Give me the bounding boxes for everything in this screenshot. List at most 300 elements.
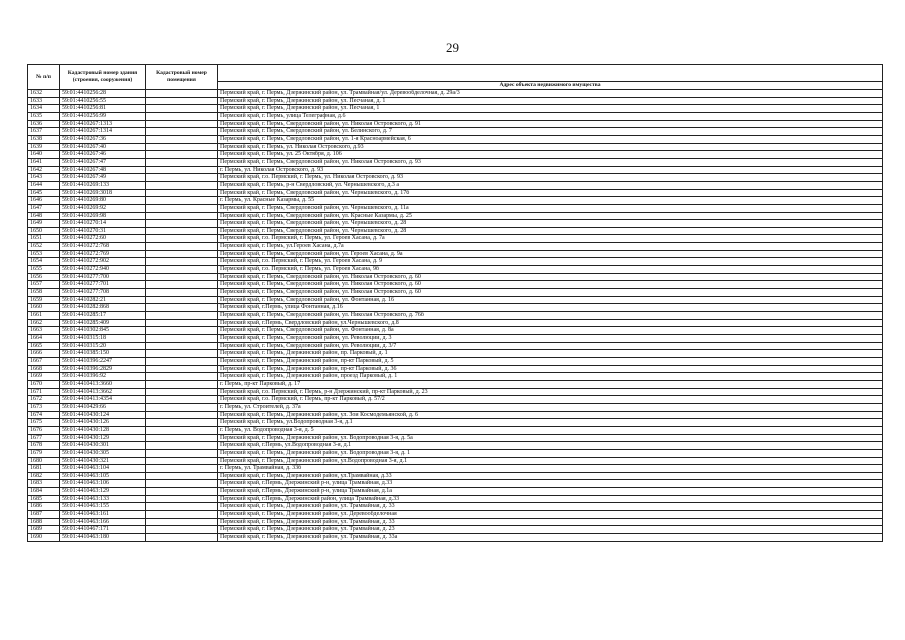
room-cadastral-number	[146, 181, 218, 189]
cadastral-number: 59:01:4410269:3018	[60, 189, 146, 197]
table-row	[28, 472, 883, 480]
property-address: г. Пермь, пр-кт Парковый, д. 17	[218, 380, 883, 388]
table-body	[28, 90, 883, 542]
room-cadastral-number	[146, 518, 218, 526]
room-cadastral-number	[146, 189, 218, 197]
cadastral-number: 59:01:4410267:40	[60, 143, 146, 151]
cadastral-number: 59:01:4410277:701	[60, 281, 146, 289]
property-address: Пермский край, г.о. Пермский, г. Пермь, ул. Героев Хасана, д. 7а	[218, 235, 883, 243]
property-address: г. Пермь, ул. Николая Островского, д. 93	[218, 166, 883, 174]
row-number: 1665	[28, 342, 60, 350]
property-address: Пермский край, г. Пермь, улица Телеграфная, д.6	[218, 112, 883, 120]
room-cadastral-number	[146, 281, 218, 289]
row-number: 1654	[28, 258, 60, 266]
row-number: 1680	[28, 457, 60, 465]
property-address: Пермский край, г. Пермь, Свердловский район, ул. Николая Островского, д. 60	[218, 273, 883, 281]
row-number: 1642	[28, 166, 60, 174]
cadastral-number: 59:01:4410463:129	[60, 488, 146, 496]
room-cadastral-number	[146, 312, 218, 320]
property-address: Пермский край, г. Пермь, ул.Героев Хасана, д.7а	[218, 243, 883, 251]
cadastral-number: 59:01:4410429:66	[60, 403, 146, 411]
cadastral-number: 59:01:4410315:20	[60, 342, 146, 350]
cadastral-number: 59:01:4410269:80	[60, 197, 146, 205]
cadastral-number: 59:01:4410256:28	[60, 90, 146, 98]
row-number: 1660	[28, 304, 60, 312]
cadastral-number: 59:01:4410256:55	[60, 97, 146, 105]
cadastral-number: 59:01:4410282:868	[60, 304, 146, 312]
room-cadastral-number	[146, 403, 218, 411]
row-number: 1686	[28, 503, 60, 511]
cadastral-number: 59:01:4410396:2247	[60, 357, 146, 365]
table-row	[28, 327, 883, 335]
row-number: 1652	[28, 243, 60, 251]
row-number: 1681	[28, 465, 60, 473]
cadastral-number: 59:01:4410430:305	[60, 449, 146, 457]
table-row	[28, 442, 883, 450]
table-row	[28, 403, 883, 411]
table-header	[28, 65, 883, 90]
header-address-spacer	[218, 65, 883, 82]
cadastral-number: 59:01:4410267:47	[60, 158, 146, 166]
cadastral-number: 59:01:4410413:4354	[60, 396, 146, 404]
property-address: Пермский край, г. Пермь, Свердловский район, ул. Чернышевского, д. 11а	[218, 204, 883, 212]
table-row	[28, 465, 883, 473]
cadastral-number: 59:01:4410267:1313	[60, 120, 146, 128]
header-num: № п/п	[28, 65, 60, 90]
room-cadastral-number	[146, 465, 218, 473]
room-cadastral-number	[146, 442, 218, 450]
property-address: Пермский край, г. Пермь, Дзержинский район, ул. Трамвайная, д. 33	[218, 503, 883, 511]
property-address: Пермский край, г. Пермь, Дзержинский район, ул. Трамвайная, д. 33а	[218, 534, 883, 542]
property-address: Пермский край, г. Пермь, Дзержинский район, ул. Трамвайная/ул. Деревообделочная, д. 29а/3	[218, 90, 883, 98]
table-row	[28, 212, 883, 220]
property-address: Пермский край, г.Пермь, Дзержинский р-н, улица Трамвайная, д.1а	[218, 488, 883, 496]
cadastral-number: 59:01:4410267:46	[60, 151, 146, 159]
property-address: Пермский край, г.о. Пермский, г. Пермь, р-н Дзержинский, пр-кт Парковый, д. 23	[218, 388, 883, 396]
table-row	[28, 312, 883, 320]
room-cadastral-number	[146, 266, 218, 274]
room-cadastral-number	[146, 449, 218, 457]
cadastral-number: 59:01:4410272:769	[60, 250, 146, 258]
room-cadastral-number	[146, 495, 218, 503]
property-address: Пермский край, г. Пермь, Свердловский район, ул. Николая Островского, д. 91	[218, 120, 883, 128]
room-cadastral-number	[146, 227, 218, 235]
cadastral-number: 59:01:4410302:845	[60, 327, 146, 335]
cadastral-number: 59:01:4410272:768	[60, 243, 146, 251]
property-address: Пермский край, г. Пермь, Свердловский район, ул. Белинского, д. 7	[218, 128, 883, 136]
table-row	[28, 174, 883, 182]
table-row	[28, 495, 883, 503]
table-row	[28, 373, 883, 381]
table-row	[28, 350, 883, 358]
property-address: Пермский край, г. Пермь, Свердловский район, ул. Красные Казармы, д. 25	[218, 212, 883, 220]
room-cadastral-number	[146, 120, 218, 128]
row-number: 1687	[28, 511, 60, 519]
table-row	[28, 434, 883, 442]
room-cadastral-number	[146, 503, 218, 511]
row-number: 1638	[28, 135, 60, 143]
table-row	[28, 112, 883, 120]
table-row	[28, 120, 883, 128]
property-address: Пермский край, г. Пермь, ул. 25 Октября, д. 106	[218, 151, 883, 159]
table-row	[28, 449, 883, 457]
room-cadastral-number	[146, 289, 218, 297]
room-cadastral-number	[146, 235, 218, 243]
property-address: Пермский край, г.о. Пермский, г. Пермь, ул. Николая Островского, д. 93	[218, 174, 883, 182]
cadastral-number: 59:01:4410430:124	[60, 411, 146, 419]
room-cadastral-number	[146, 204, 218, 212]
property-address: Пермский край, г. Пермь, Свердловский район, ул. Николая Островского, д. 60	[218, 289, 883, 297]
table-row	[28, 158, 883, 166]
room-cadastral-number	[146, 197, 218, 205]
row-number: 1651	[28, 235, 60, 243]
table-row	[28, 143, 883, 151]
header-cadastral-building: Кадастровый номер здания (строения, сооружения)	[60, 65, 146, 90]
row-number: 1684	[28, 488, 60, 496]
room-cadastral-number	[146, 457, 218, 465]
cadastral-number: 59:01:4410269:133	[60, 181, 146, 189]
cadastral-number: 59:01:4410413:3660	[60, 380, 146, 388]
row-number: 1679	[28, 449, 60, 457]
room-cadastral-number	[146, 419, 218, 427]
property-address: Пермский край, г.Пермь, улица Фонтанная, д.16	[218, 304, 883, 312]
room-cadastral-number	[146, 426, 218, 434]
property-address: Пермский край, г. Пермь, Дзержинский район, пр-кт Парковый, д. 36	[218, 365, 883, 373]
room-cadastral-number	[146, 151, 218, 159]
property-address: Пермский край, г.о. Пермский, г. Пермь, ул. Героев Хасана, 9б	[218, 266, 883, 274]
property-registry-table	[27, 64, 883, 542]
property-address: Пермский край, г. Пермь, Дзержинский район, ул.Водопроводная 3-я, д.1	[218, 457, 883, 465]
property-address: Пермский край, г. Пермь, Дзержинский район, ул. Деревообделочная	[218, 511, 883, 519]
row-number: 1667	[28, 357, 60, 365]
cadastral-number: 59:01:4410463:133	[60, 495, 146, 503]
property-address: Пермский край, г. Пермь, Свердловский район, ул. 1-я Красноармейская, 6	[218, 135, 883, 143]
table-row	[28, 97, 883, 105]
cadastral-number: 59:01:4410285:409	[60, 319, 146, 327]
row-number: 1661	[28, 312, 60, 320]
cadastral-number: 59:01:4410272:60	[60, 235, 146, 243]
cadastral-number: 59:01:4410385:150	[60, 350, 146, 358]
property-address: Пермский край, г. Пермь, Дзержинский район, ул. Трамвайная, д. 33	[218, 518, 883, 526]
property-address: Пермский край, г. Пермь, Дзержинский район, пр-кт Парковый, д. 5	[218, 357, 883, 365]
table-row	[28, 151, 883, 159]
room-cadastral-number	[146, 243, 218, 251]
cadastral-number: 59:01:4410269:92	[60, 204, 146, 212]
cadastral-number: 59:01:4410430:321	[60, 457, 146, 465]
table-row	[28, 335, 883, 343]
table-row	[28, 243, 883, 251]
row-number: 1674	[28, 411, 60, 419]
table-row	[28, 304, 883, 312]
cadastral-number: 59:01:4410463:155	[60, 503, 146, 511]
property-address: Пермский край, г. Пермь, Свердловский район, ул. Чернышевского, д. 28	[218, 220, 883, 228]
table-row	[28, 357, 883, 365]
table-row	[28, 480, 883, 488]
cadastral-number: 59:01:4410267:1314	[60, 128, 146, 136]
table-row	[28, 426, 883, 434]
room-cadastral-number	[146, 434, 218, 442]
cadastral-number: 59:01:4410463:104	[60, 465, 146, 473]
table-row	[28, 235, 883, 243]
table-row	[28, 380, 883, 388]
room-cadastral-number	[146, 304, 218, 312]
cadastral-number: 59:01:4410463:161	[60, 511, 146, 519]
room-cadastral-number	[146, 511, 218, 519]
row-number: 1641	[28, 158, 60, 166]
table-row	[28, 90, 883, 98]
table-row	[28, 197, 883, 205]
cadastral-number: 59:01:4410267:48	[60, 166, 146, 174]
property-address: Пермский край, г. Пермь, Дзержинский район, пр. Парковый, д. 1	[218, 350, 883, 358]
table-row	[28, 488, 883, 496]
cadastral-number: 59:01:4410430:129	[60, 434, 146, 442]
cadastral-number: 59:01:4410272:902	[60, 258, 146, 266]
table-row	[28, 526, 883, 534]
cadastral-number: 59:01:4410463:180	[60, 534, 146, 542]
property-address: Пермский край, г. Пермь, Свердловский район, ул. Революции, д. 3	[218, 335, 883, 343]
property-address: Пермский край, г.о. Пермский, г. Пермь, пр-кт Парковый, д. 57/2	[218, 396, 883, 404]
property-address: Пермский край, г. Пермь, Свердловский район, ул. Фонтанная, д. 8а	[218, 327, 883, 335]
row-number: 1676	[28, 426, 60, 434]
property-address: Пермский край, г.Пермь, Дзержинский р-н, улица Трамвайная, д.33	[218, 480, 883, 488]
room-cadastral-number	[146, 166, 218, 174]
property-address: Пермский край, г. Пермь, р-н Свердловский, ул. Чернышевского, д.3 а	[218, 181, 883, 189]
room-cadastral-number	[146, 488, 218, 496]
row-number: 1689	[28, 526, 60, 534]
room-cadastral-number	[146, 350, 218, 358]
room-cadastral-number	[146, 273, 218, 281]
table-row	[28, 388, 883, 396]
cadastral-number: 59:01:4410282:21	[60, 296, 146, 304]
property-address: Пермский край, г. Пермь, Свердловский район, ул. Николая Островского, д. 60	[218, 281, 883, 289]
room-cadastral-number	[146, 212, 218, 220]
room-cadastral-number	[146, 342, 218, 350]
cadastral-number: 59:01:4410256:99	[60, 112, 146, 120]
room-cadastral-number	[146, 296, 218, 304]
property-address: Пермский край, г.Пермь, ул.Водопроводная 3-я, д.1	[218, 442, 883, 450]
row-number: 1636	[28, 120, 60, 128]
table-row	[28, 365, 883, 373]
room-cadastral-number	[146, 258, 218, 266]
row-number: 1678	[28, 442, 60, 450]
property-address: Пермский край, г. Пермь, Дзержинский район, ул. Трамвайная, д. 23	[218, 526, 883, 534]
room-cadastral-number	[146, 250, 218, 258]
row-number: 1668	[28, 365, 60, 373]
table-row	[28, 396, 883, 404]
row-number: 1682	[28, 472, 60, 480]
room-cadastral-number	[146, 380, 218, 388]
table-row	[28, 281, 883, 289]
row-number: 1657	[28, 281, 60, 289]
cadastral-number: 59:01:4410463:106	[60, 480, 146, 488]
table-row	[28, 105, 883, 113]
row-number: 1683	[28, 480, 60, 488]
cadastral-number: 59:01:4410430:301	[60, 442, 146, 450]
row-number: 1688	[28, 518, 60, 526]
cadastral-number: 59:01:4410272:940	[60, 266, 146, 274]
cadastral-number: 59:01:4410315:18	[60, 335, 146, 343]
row-number: 1634	[28, 105, 60, 113]
table-row	[28, 189, 883, 197]
row-number: 1647	[28, 204, 60, 212]
row-number: 1662	[28, 319, 60, 327]
table-row	[28, 511, 883, 519]
room-cadastral-number	[146, 327, 218, 335]
room-cadastral-number	[146, 158, 218, 166]
table-row	[28, 503, 883, 511]
row-number: 1659	[28, 296, 60, 304]
table-row	[28, 518, 883, 526]
cadastral-number: 59:01:4410270:14	[60, 220, 146, 228]
page-number: 29	[446, 40, 459, 55]
table-row	[28, 227, 883, 235]
cadastral-number: 59:01:4410463:105	[60, 472, 146, 480]
cadastral-number: 59:01:4410285:17	[60, 312, 146, 320]
table-row	[28, 289, 883, 297]
property-address: Пермский край, г.Пермь, Свердловский район, ул.Чернышевского, д.8	[218, 319, 883, 327]
room-cadastral-number	[146, 112, 218, 120]
room-cadastral-number	[146, 220, 218, 228]
row-number: 1648	[28, 212, 60, 220]
cadastral-number: 59:01:4410430:126	[60, 419, 146, 427]
property-address: Пермский край, г. Пермь, Свердловский район, ул. Революции, д. 3/7	[218, 342, 883, 350]
room-cadastral-number	[146, 365, 218, 373]
cadastral-number: 59:01:4410256:81	[60, 105, 146, 113]
property-address: Пермский край, г.Пермь, Дзержинский район, улица Трамвайная, д.33	[218, 495, 883, 503]
table-row	[28, 250, 883, 258]
property-address: Пермский край, г. Пермь, Дзержинский район, ул.Трамвайная, д.33	[218, 472, 883, 480]
property-address: г. Пермь, ул. Трамвайная, д. 33б	[218, 465, 883, 473]
room-cadastral-number	[146, 90, 218, 98]
room-cadastral-number	[146, 396, 218, 404]
table-row	[28, 220, 883, 228]
row-number: 1656	[28, 273, 60, 281]
row-number: 1653	[28, 250, 60, 258]
row-number: 1685	[28, 495, 60, 503]
property-address: Пермский край, г. Пермь, Свердловский район, ул. Николая Островского, д. 93	[218, 158, 883, 166]
table-row	[28, 266, 883, 274]
table-row	[28, 534, 883, 542]
room-cadastral-number	[146, 128, 218, 136]
property-address: Пермский край, г. Пермь, Свердловский район, ул. Фонтанная, д. 16	[218, 296, 883, 304]
row-number: 1690	[28, 534, 60, 542]
room-cadastral-number	[146, 319, 218, 327]
table-row	[28, 258, 883, 266]
property-address: Пермский край, г. Пермь, Свердловский район, ул. Героев Хасана, д. 9а	[218, 250, 883, 258]
property-address: Пермский край, г. Пермь, Свердловский район, ул. Чернышевского, д. 17б	[218, 189, 883, 197]
row-number: 1640	[28, 151, 60, 159]
cadastral-number: 59:01:4410467:171	[60, 526, 146, 534]
row-number: 1645	[28, 189, 60, 197]
table-row	[28, 419, 883, 427]
row-number: 1649	[28, 220, 60, 228]
row-number: 1650	[28, 227, 60, 235]
row-number: 1644	[28, 181, 60, 189]
row-number: 1635	[28, 112, 60, 120]
row-number: 1646	[28, 197, 60, 205]
cadastral-number: 59:01:4410277:708	[60, 289, 146, 297]
row-number: 1663	[28, 327, 60, 335]
room-cadastral-number	[146, 143, 218, 151]
room-cadastral-number	[146, 174, 218, 182]
cadastral-number: 59:01:4410277:700	[60, 273, 146, 281]
room-cadastral-number	[146, 480, 218, 488]
property-address: Пермский край, г. Пермь, Дзержинский район, ул. Песчаная, д. 1	[218, 97, 883, 105]
property-address: Пермский край, г. Пермь, Дзержинский район, ул. Зои Космодемьянской, д. 6	[218, 411, 883, 419]
property-address: Пермский край, г. Пермь, ул.Водопроводная 3-я, д.1	[218, 419, 883, 427]
table-row	[28, 342, 883, 350]
table-row	[28, 457, 883, 465]
room-cadastral-number	[146, 526, 218, 534]
room-cadastral-number	[146, 335, 218, 343]
property-address: г. Пермь, ул. Красные Казармы, д. 55	[218, 197, 883, 205]
table-row	[28, 128, 883, 136]
row-number: 1673	[28, 403, 60, 411]
property-address: Пермский край, г. Пермь, Дзержинский район, проезд Парковый, д. 1	[218, 373, 883, 381]
table-row	[28, 411, 883, 419]
table-row	[28, 181, 883, 189]
room-cadastral-number	[146, 97, 218, 105]
row-number: 1666	[28, 350, 60, 358]
row-number: 1677	[28, 434, 60, 442]
property-address: Пермский край, г. Пермь, ул. Николая Островского, д.93	[218, 143, 883, 151]
row-number: 1669	[28, 373, 60, 381]
row-number: 1655	[28, 266, 60, 274]
property-address: Пермский край, г. Пермь, Свердловский район, ул. Чернышевского, д. 28	[218, 227, 883, 235]
cadastral-number: 59:01:4410267:36	[60, 135, 146, 143]
property-address: Пермский край, г.о. Пермский, г. Пермь, ул. Героев Хасана, д. 9	[218, 258, 883, 266]
table-row	[28, 319, 883, 327]
room-cadastral-number	[146, 534, 218, 542]
table-row	[28, 204, 883, 212]
room-cadastral-number	[146, 135, 218, 143]
room-cadastral-number	[146, 357, 218, 365]
property-address: г. Пермь, ул. Строителей, д. 37а	[218, 403, 883, 411]
header-address: Адрес объекта недвижимого имущества	[218, 82, 883, 90]
cadastral-number: 59:01:4410463:166	[60, 518, 146, 526]
table-row	[28, 273, 883, 281]
cadastral-number: 59:01:4410413:3662	[60, 388, 146, 396]
row-number: 1664	[28, 335, 60, 343]
room-cadastral-number	[146, 373, 218, 381]
table-row	[28, 135, 883, 143]
cadastral-number: 59:01:4410269:98	[60, 212, 146, 220]
room-cadastral-number	[146, 411, 218, 419]
property-address: г. Пермь, ул. Водопроводная 3-я, д. 5	[218, 426, 883, 434]
row-number: 1633	[28, 97, 60, 105]
cadastral-number: 59:01:4410267:49	[60, 174, 146, 182]
cadastral-number: 59:01:4410430:128	[60, 426, 146, 434]
property-address: Пермский край, г. Пермь, Свердловский район, ул. Николая Островского, д. 76б	[218, 312, 883, 320]
row-number: 1658	[28, 289, 60, 297]
row-number: 1637	[28, 128, 60, 136]
cadastral-number: 59:01:4410270:31	[60, 227, 146, 235]
row-number: 1632	[28, 90, 60, 98]
row-number: 1672	[28, 396, 60, 404]
row-number: 1670	[28, 380, 60, 388]
table-row	[28, 166, 883, 174]
property-address: Пермский край, г. Пермь, Дзержинский район, ул. Водопроводная 3-я, д. 1	[218, 449, 883, 457]
table-row	[28, 296, 883, 304]
row-number: 1671	[28, 388, 60, 396]
room-cadastral-number	[146, 472, 218, 480]
row-number: 1675	[28, 419, 60, 427]
row-number: 1643	[28, 174, 60, 182]
cadastral-number: 59:01:4410396:92	[60, 373, 146, 381]
property-address: Пермский край, г. Пермь, Дзержинский район, ул. Песчаная, 1	[218, 105, 883, 113]
room-cadastral-number	[146, 105, 218, 113]
row-number: 1639	[28, 143, 60, 151]
